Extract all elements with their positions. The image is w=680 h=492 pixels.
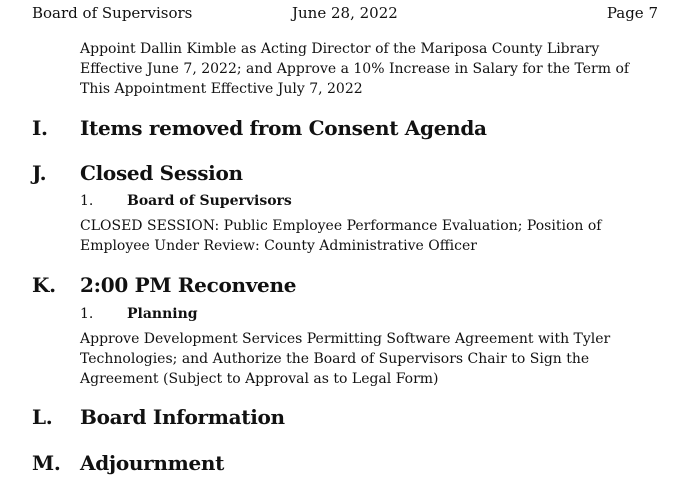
intro-line: Appoint Dallin Kimble as Acting Director of the Mariposa County Library xyxy=(80,41,600,57)
section-title: Closed Session xyxy=(80,161,243,185)
item-description-line: CLOSED SESSION: Public Employee Performance Evaluation; Position of xyxy=(80,218,602,234)
section-letter: M. xyxy=(32,451,61,475)
item-title: Planning xyxy=(127,306,198,322)
intro-line: This Appointment Effective July 7, 2022 xyxy=(80,81,363,97)
section-title: Items removed from Consent Agenda xyxy=(80,116,487,140)
section-title: Board Information xyxy=(80,405,285,429)
item-title: Board of Supervisors xyxy=(127,193,292,209)
item-description-line: Employee Under Review: County Administrative Officer xyxy=(80,238,477,254)
section-title: Adjournment xyxy=(80,451,225,475)
item-description-line: Technologies; and Authorize the Board of Supervisors Chair to Sign the xyxy=(80,351,590,367)
intro-paragraph xyxy=(80,39,629,99)
item-number: 1. xyxy=(80,193,94,209)
item-description-line: Agreement (Subject to Approval as to Legal Form) xyxy=(80,371,439,387)
item-description xyxy=(80,329,610,389)
header-date: June 28, 2022 xyxy=(292,4,398,22)
section-letter: I. xyxy=(32,116,48,140)
item-description-line: Approve Development Services Permitting Software Agreement with Tyler xyxy=(80,331,611,347)
header-page-number: Page 7 xyxy=(606,4,658,22)
section-letter: K. xyxy=(32,273,56,297)
header-board-name: Board of Supervisors xyxy=(32,4,193,22)
section-title: 2:00 PM Reconvene xyxy=(80,273,297,297)
section-letter: L. xyxy=(32,405,53,429)
section-letter: J. xyxy=(32,161,47,185)
item-description xyxy=(80,216,601,256)
item-number: 1. xyxy=(80,306,94,322)
intro-line: Effective June 7, 2022; and Approve a 10% Increase in Salary for the Term of xyxy=(80,61,630,77)
